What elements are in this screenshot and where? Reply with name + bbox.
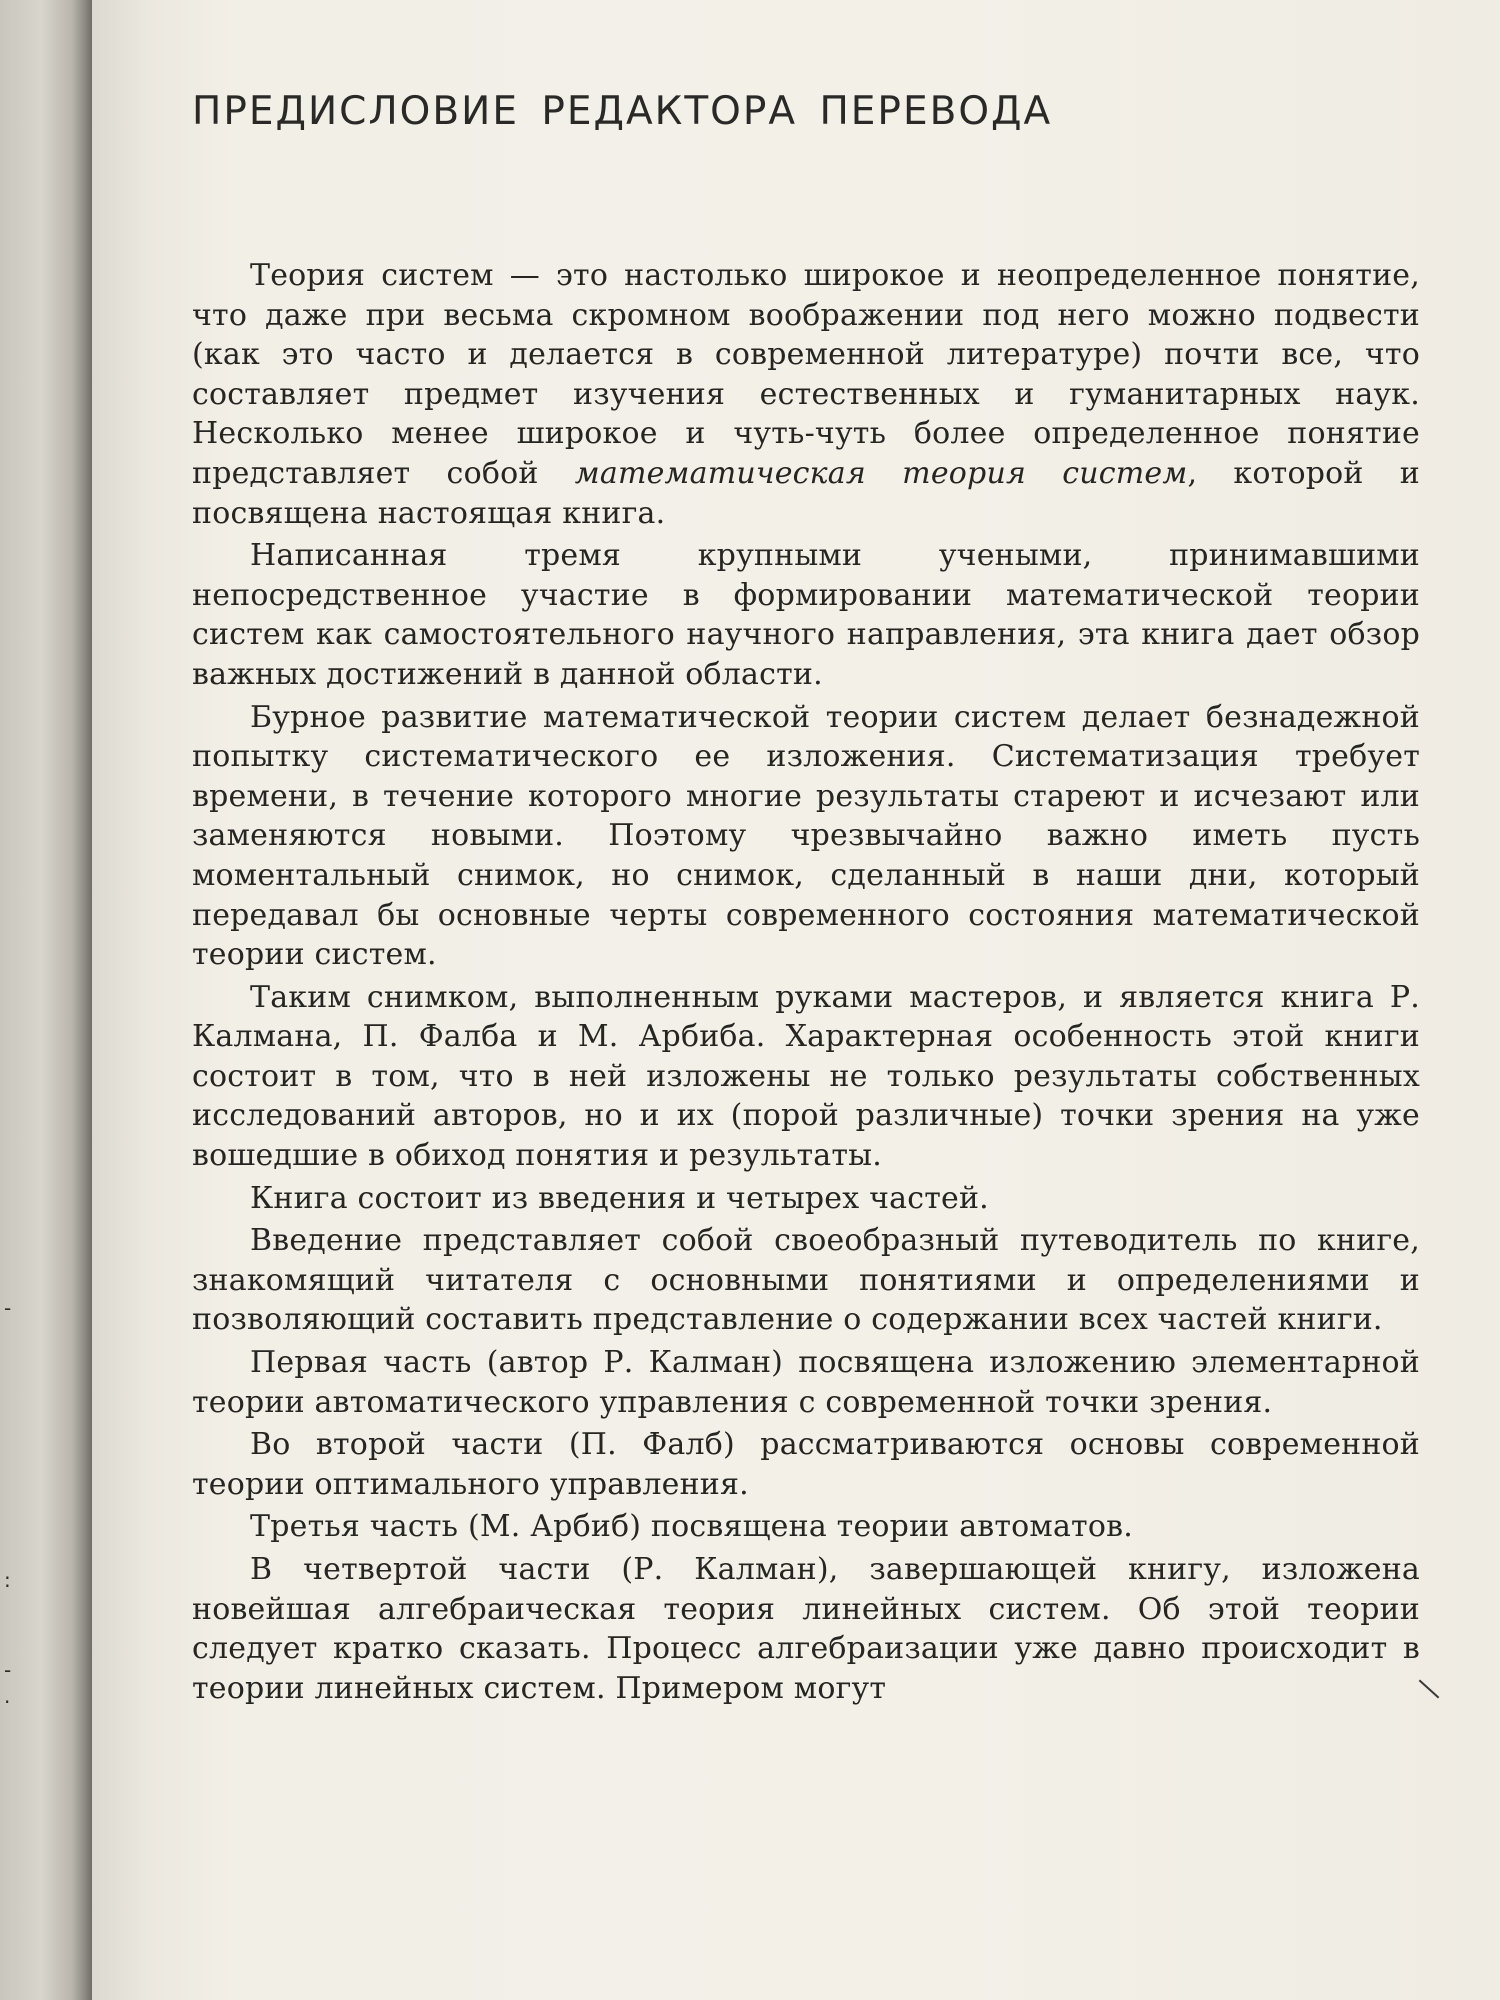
binding-shadow: [0, 0, 92, 2000]
paragraph-text: Таким снимком, выполненным руками мастеров, и является книга Р. Калмана, П. Фалба и М. Арбиба. Характерная особенность этой книги состоит в том, что в ней изложены не только результаты собственных исследований авторов, но и их (порой различные) точки зрения на уже вошедшие в обиход понятия и результаты.: [192, 979, 1420, 1174]
margin-mark: -: [4, 1658, 12, 1682]
paragraph-text: Бурное развитие математической теории систем делает безнадежной попытку систематического ее изложения. Систематизация требует времени, в течение которого многие результаты стареют и исчезают или заменяются новыми. Поэтому чрезвычайно важно иметь пусть моментальный снимок, но снимок, сделанный в наши дни, который передавал бы основные черты современного состояния математической теории систем.: [192, 699, 1420, 973]
paragraph-text: , которой и посвящена настоящая книга.: [192, 455, 1420, 531]
paragraph-text: Теория систем — это настолько широкое и неопределенное понятие, что даже при весьма скромном воображении под него можно подвести (как это часто и делается в современной литературе) почти все, что составляет предмет изучения естественных и гуманитарных наук. Несколько менее широкое и чуть-чуть более определенное понятие представляет собой: [192, 258, 1420, 491]
paragraph: [192, 536, 1420, 694]
paragraph: [192, 1221, 1420, 1340]
paragraph: [192, 256, 1420, 533]
page-content: [192, 88, 1420, 1711]
paragraph: [192, 1507, 1420, 1547]
margin-mark: -: [4, 1296, 12, 1320]
paragraph: [192, 1343, 1420, 1422]
paragraph-text: Книга состоит из введения и четырех частей.: [250, 1180, 989, 1216]
paragraph-text: Во второй части (П. Фалб) рассматриваются основы современной теории оптимального управления.: [192, 1427, 1420, 1502]
paragraph: [192, 1179, 1420, 1219]
paragraph-text: Третья часть (М. Арбиб) посвящена теории автоматов.: [250, 1509, 1133, 1545]
paragraph-text: Первая часть (автор Р. Калман) посвящена изложению элементарной теории автоматического управления с современной точки зрения.: [192, 1345, 1420, 1420]
paragraph: [192, 1425, 1420, 1504]
paragraph-text: Введение представляет собой своеобразный путеводитель по книге, знакомящий читателя с основными понятиями и определениями и позволяющий составить представление о содержании всех частей книги.: [192, 1223, 1420, 1338]
margin-mark: :: [4, 1568, 11, 1592]
margin-mark: .: [4, 1684, 11, 1708]
stray-pen-mark: [1419, 1680, 1440, 1699]
page-heading: ПРЕДИСЛОВИЕ РЕДАКТОРА ПЕРЕВОДА: [192, 89, 1053, 134]
paragraph: [192, 1550, 1420, 1708]
paragraph: [192, 698, 1420, 975]
paragraph: [192, 978, 1420, 1176]
paragraph-text: Написанная тремя крупными учеными, принимавшими непосредственное участие в формировании математической теории систем как самостоятельного научного направления, эта книга дает обзор важных достижений в данной области.: [192, 538, 1420, 692]
italic-term: математическая теория систем: [574, 455, 1188, 491]
paragraph-text: В четвертой части (Р. Калман), завершающей книгу, изложена новейшая алгебраическая теория линейных систем. Об этой теории следует кратко сказать. Процесс алгебраизации уже давно происходит в теории линейных систем. Примером могут: [192, 1552, 1420, 1706]
body-text: [192, 256, 1420, 1708]
